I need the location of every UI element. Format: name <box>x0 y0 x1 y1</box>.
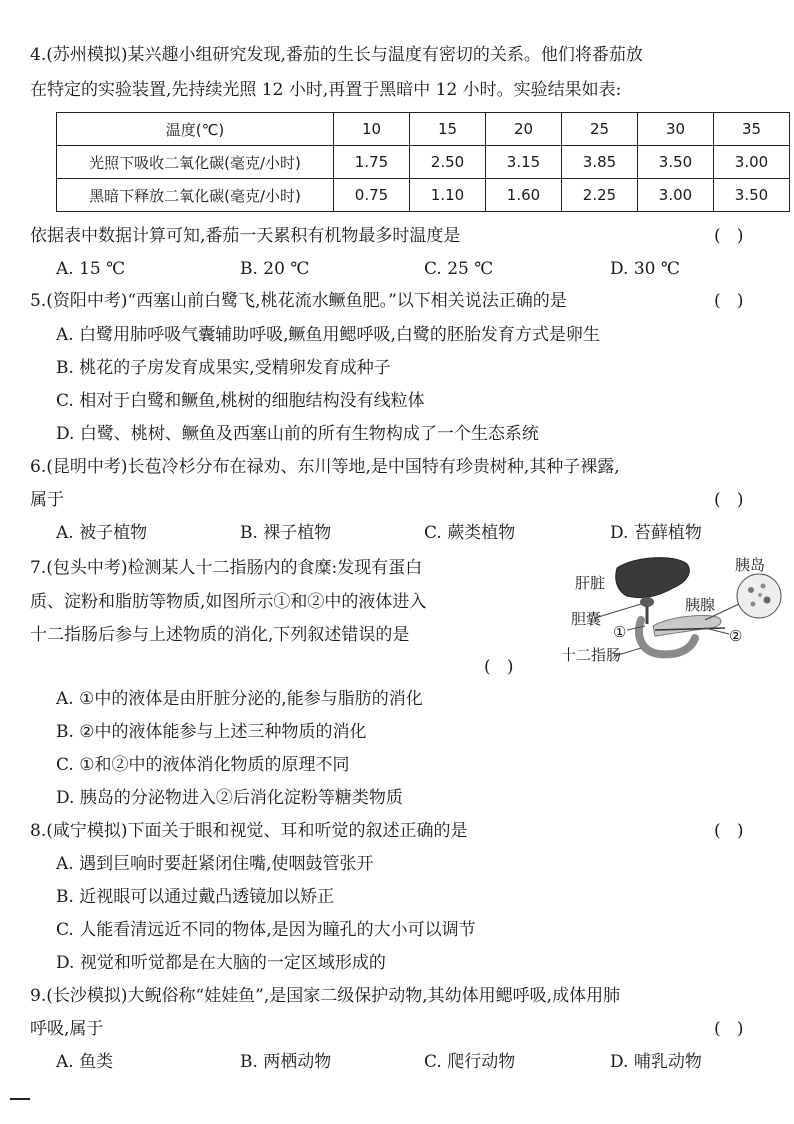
q6-option-b: B. 裸子植物 <box>240 523 332 543</box>
table-cell: 3.00 <box>714 146 790 179</box>
q9-option-d: D. 哺乳动物 <box>610 1052 702 1072</box>
table-header-cell: 20 <box>486 113 562 146</box>
table-header-cell: 温度(℃) <box>57 113 334 146</box>
q7-option-a: A. ①中的液体是由肝脏分泌的,能参与脂肪的消化 <box>56 689 423 709</box>
q9-stem-line1: 9.(长沙模拟)大鲵俗称“娃娃鱼”,是国家二级保护动物,其幼体用鳃呼吸,成体用肺 <box>30 986 621 1006</box>
table-cell: 3.50 <box>638 146 714 179</box>
table-cell: 0.75 <box>334 179 410 212</box>
table-header-cell: 30 <box>638 113 714 146</box>
q7-stem-line3: 十二指肠后参与上述物质的消化,下列叙述错误的是 <box>30 625 410 645</box>
table-cell: 3.15 <box>486 146 562 179</box>
table-header-cell: 35 <box>714 113 790 146</box>
q6-answer-bracket: ( ) <box>714 490 744 510</box>
table-row-label: 黑暗下释放二氧化碳(毫克/小时) <box>57 179 334 212</box>
q9-option-b: B. 两栖动物 <box>240 1052 332 1072</box>
table-cell: 1.10 <box>410 179 486 212</box>
q6-option-d: D. 苔藓植物 <box>610 523 702 543</box>
table-cell: 3.85 <box>562 146 638 179</box>
q4-option-a: A. 15 ℃ <box>56 259 126 279</box>
q6-option-c: C. 蕨类植物 <box>424 523 516 543</box>
q9-answer-bracket: ( ) <box>714 1019 744 1039</box>
q9-option-a: A. 鱼类 <box>56 1052 114 1072</box>
q4-option-d: D. 30 ℃ <box>610 259 680 279</box>
q5-stem-line1: 5.(资阳中考)“西塞山前白鹭飞,桃花流水鳜鱼肥。”以下相关说法正确的是 <box>30 291 567 311</box>
table-cell: 2.25 <box>562 179 638 212</box>
label-islet: 胰岛 <box>735 556 766 574</box>
q4-option-c: C. 25 ℃ <box>424 259 494 279</box>
q4-data-table <box>56 112 790 212</box>
table-row <box>57 179 790 212</box>
table-cell: 3.00 <box>638 179 714 212</box>
q4-stem-line3: 依据表中数据计算可知,番茄一天累积有机物最多时温度是 <box>30 226 461 246</box>
q5-option-a: A. 白鹭用肺呼吸气囊辅助呼吸,鳜鱼用鳃呼吸,白鹭的胚胎发育方式是卵生 <box>56 325 600 345</box>
q4-stem-line1: 4.(苏州模拟)某兴趣小组研究发现,番茄的生长与温度有密切的关系。他们将番茄放 <box>30 45 643 65</box>
q8-option-a: A. 遇到巨响时要赶紧闭住嘴,使咽鼓管张开 <box>56 854 374 874</box>
label-mark-2: ② <box>729 627 743 645</box>
table-header-cell: 10 <box>334 113 410 146</box>
q4-option-b: B. 20 ℃ <box>240 259 310 279</box>
pancreas-shape <box>653 615 721 636</box>
q6-stem-line2: 属于 <box>30 490 64 510</box>
q7-option-c: C. ①和②中的液体消化物质的原理不同 <box>56 755 350 775</box>
label-mark-1: ① <box>613 623 627 641</box>
table-cell: 1.75 <box>334 146 410 179</box>
q7-option-d: D. 胰岛的分泌物进入②后消化淀粉等糖类物质 <box>56 788 403 808</box>
table-header-cell: 15 <box>410 113 486 146</box>
q7-stem-line1: 7.(包头中考)检测某人十二指肠内的食糜:发现有蛋白 <box>30 558 423 578</box>
page-footer-rule <box>10 1098 30 1100</box>
q5-option-c: C. 相对于白鹭和鳜鱼,桃树的细胞结构没有线粒体 <box>56 391 425 411</box>
q8-option-c: C. 人能看清远近不同的物体,是因为瞳孔的大小可以调节 <box>56 920 476 940</box>
q9-stem-line2: 呼吸,属于 <box>30 1019 104 1039</box>
q9-option-c: C. 爬行动物 <box>424 1052 516 1072</box>
digestive-organs-figure <box>555 548 791 672</box>
q4-answer-bracket: ( ) <box>714 226 744 246</box>
q6-option-a: A. 被子植物 <box>56 523 148 543</box>
label-pancreas: 胰腺 <box>685 596 716 614</box>
q6-stem-line1: 6.(昆明中考)长苞冷杉分布在禄劝、东川等地,是中国特有珍贵树种,其种子裸露, <box>30 457 620 477</box>
gallbladder-shape <box>640 597 654 607</box>
label-gallbladder: 胆囊 <box>571 610 602 628</box>
table-row <box>57 146 790 179</box>
q8-option-d: D. 视觉和听觉都是在大脑的一定区域形成的 <box>56 953 386 973</box>
q7-stem-line2: 质、淀粉和脂肪等物质,如图所示①和②中的液体进入 <box>30 592 427 612</box>
q8-option-b: B. 近视眼可以通过戴凸透镜加以矫正 <box>56 887 335 907</box>
liver-shape <box>616 558 690 598</box>
q5-option-b: B. 桃花的子房发育成果实,受精卵发育成种子 <box>56 358 391 378</box>
table-header-row <box>57 113 790 146</box>
q4-stem-line2: 在特定的实验装置,先持续光照 12 小时,再置于黑暗中 12 小时。实验结果如表: <box>30 80 622 100</box>
q5-option-d: D. 白鹭、桃树、鳜鱼及西塞山前的所有生物构成了一个生态系统 <box>56 424 539 444</box>
table-header-cell: 25 <box>562 113 638 146</box>
table-cell: 2.50 <box>410 146 486 179</box>
table-row-label: 光照下吸收二氧化碳(毫克/小时) <box>57 146 334 179</box>
label-liver: 肝脏 <box>575 574 606 592</box>
q5-answer-bracket: ( ) <box>714 291 744 311</box>
table-cell: 1.60 <box>486 179 562 212</box>
label-duodenum: 十二指肠 <box>561 646 622 664</box>
q8-stem-line1: 8.(咸宁模拟)下面关于眼和视觉、耳和听觉的叙述正确的是 <box>30 821 468 841</box>
table-cell: 3.50 <box>714 179 790 212</box>
q7-answer-bracket: ( ) <box>484 657 514 677</box>
q7-option-b: B. ②中的液体能参与上述三种物质的消化 <box>56 722 367 742</box>
q8-answer-bracket: ( ) <box>714 821 744 841</box>
